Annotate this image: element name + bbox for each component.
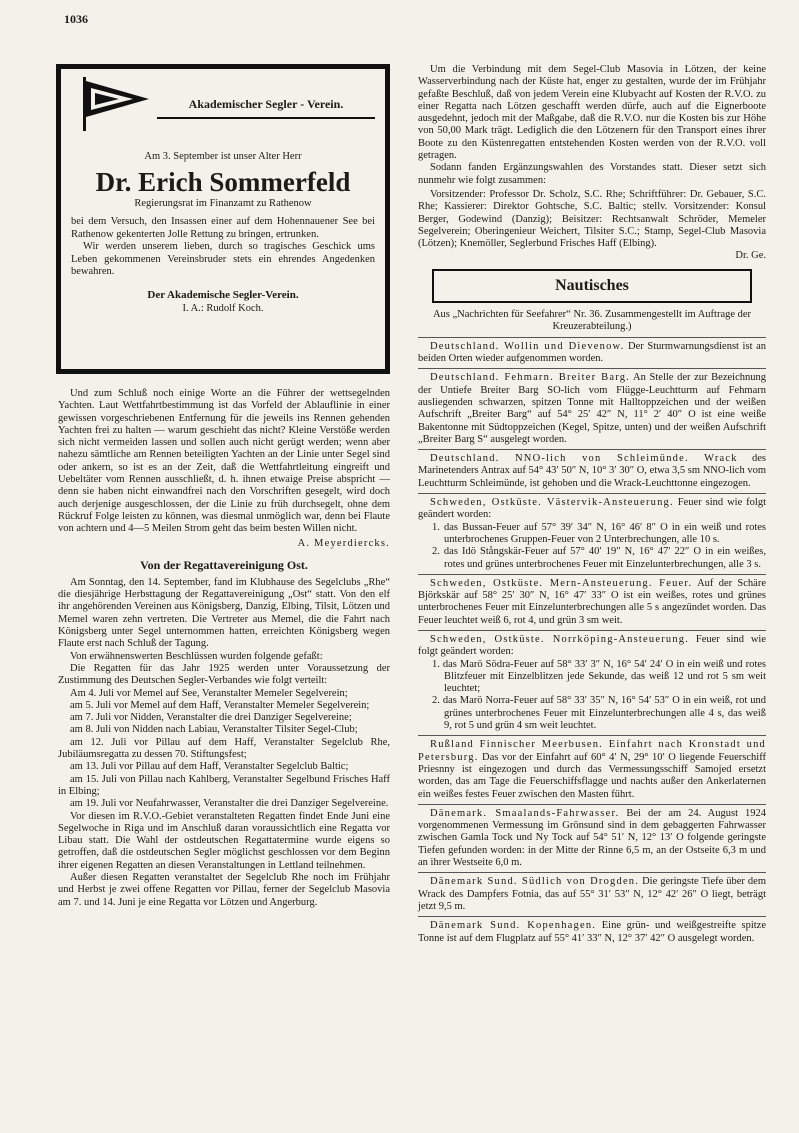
right-column	[418, 64, 766, 945]
divider	[418, 449, 766, 450]
nautisches-subline: Aus „Nachrichten für Seefahrer“ Nr. 36. Zusammengestellt im Auftrage der Kreuzerabteilung.)	[432, 308, 752, 332]
nautical-entry	[418, 739, 766, 800]
obituary-paragraph: Wir werden unserem lieben, durch so tragisches Geschick ums Leben gekommenen Vereinsbruder stets ein ehrendes Angedenken bewahren.	[71, 241, 375, 277]
obituary-intro: Am 3. September ist unser Alter Herr	[144, 151, 302, 162]
nautical-entry	[418, 453, 766, 490]
entry-text: Das vor der Einfahrt auf 60° 4′ N, 29° 10′ O liegende Feuerschiff Priesnny ist eingezogen und durch das Vermessungsschiff Samojed ersetzt worden, das am Tage die Feuerschiffsflagge und nachts außer den Ankerlaternen ein weißes festes Feuer zwischen den Masten führt.	[418, 751, 766, 800]
entry-text: Auf der Schäre Björkskär auf 58° 25′ 30″ N, 16° 47′ 33″ O ist ein weißes, rotes und grünes unterbrochenes Feuer mit Einzelunterbrechungen alle 5 s angezündet worden. Das Feuer leuchtet weiß 6, rot 4, und grün 3 sm weit.	[418, 577, 766, 626]
entry-text: Der Sturmwarnungsdienst ist an beiden Orten wieder aufgenommen worden.	[418, 340, 766, 365]
regatta-paragraph: Um die Verbindung mit dem Segel-Club Masovia in Lötzen, der keine Wasserverbindung nach der Küste hat, enger zu gestalten, wurde der im Frühjahr gefaßte Beschluß, daß von jedem Verein eine Klubyacht auf Kosten der R.V.O. zu einer Regatta nach Lötzen geschafft werden dürfe, auch auf die Eignerboote ausgedehnt, jedoch mit der Maßgabe, daß die R.V.O. nur die Kosten bis zur Höhe von 50,00 Mark trägt. Lediglich die den Lötzenern für den Transport eines ihrer Boote zu den Küstenregatten entstehenden Kosten werden von der R.V.O. voll getragen.	[418, 64, 766, 162]
entry-text: Eine grün- und weißgestreifte spitze Tonne ist auf dem Flugplatz auf 55° 41′ 33″ N, 12° 37′ 42″ O ausgelegt worden.	[418, 920, 766, 944]
entry-place: Dänemark. Smaalands-Fahrwasser.	[430, 807, 620, 819]
regatta-paragraph: Am Sonntag, den 14. September, fand im Klubhause des Segelclubs „Rhe“ die diesjährige Herbsttagung der Regattavereinigung „Ost“ statt. Von den elf ihr angehörenden Vereinen aus Königsberg, Danzig, Elbing, Tilsit, Lötzen und Memel waren zehn vertreten. Die Vertreter aus Memel, die die Fahrt nach Königsberg unter Segel unternommen hatten, erreichten Königsberg wegen Flaute erst nach Schluß der Tagung.	[58, 576, 390, 650]
obituary-box	[56, 64, 390, 374]
nautisches-heading: Nautisches	[432, 269, 752, 303]
entry-place: Schweden, Ostküste. Mern-Ansteuerung. Feuer.	[430, 577, 693, 589]
regatta-date: am 19. Juli vor Neufahrwasser, Veranstalter die drei Danziger Segelvereine.	[70, 798, 389, 810]
entry-place: Dänemark Sund. Kopenhagen.	[430, 920, 597, 932]
regatta-paragraph: Sodann fanden Ergänzungswahlen des Vorstandes statt. Dieser setzt sich nunmehr wie folgt zusammen:	[418, 162, 766, 186]
club-name: Akademischer Segler - Verein.	[188, 97, 344, 111]
divider	[418, 872, 766, 873]
nautical-entry	[418, 372, 766, 446]
divider	[418, 574, 766, 575]
closing-author: A. Meyerdiercks.	[297, 537, 390, 549]
regatta-paragraph: Die Regatten für das Jahr 1925 werden unter Voraussetzung der Zustimmung des Deutschen Segler-Verbandes wie folgt verteilt:	[58, 662, 390, 687]
regatta-signature: Dr. Ge.	[735, 250, 766, 262]
page-number: 1036	[64, 12, 88, 26]
left-column	[58, 64, 390, 909]
obituary-body	[71, 216, 375, 279]
nautical-entry	[418, 876, 766, 913]
entry-list-item: 1. das Bussan-Feuer auf 57° 39′ 34″ N, 16° 46′ 8″ O in ein weiß und rotes unterbrochenes Gruppen-Feuer von 2 Unterbrechungen, alle 10 s.	[432, 521, 766, 545]
regatta-date: am 12. Juli vor Pillau auf dem Haff, Veranstalter Segelclub Rhe, Jubiläumsregatta zu dessen 70. Stiftungsfest;	[58, 736, 390, 761]
regatta-date: am 8. Juli von Nidden nach Labiau, Veranstalter Tilsiter Segel-Club;	[70, 724, 358, 736]
entry-text: Bei der am 24. August 1924 vorgenommenen Vermessung im Grönsund sind in dem gebaggerten Fahrwasser zwischen Gamla Tock und Ny Tock auf 54° 51′ N, 12° 13′ O folgende geringste Tiefen gefunden worden: in der Mitte der Rinne 6,5 m, an der Ostseite 6,3 m und an ihrer Westseite 6,0 m.	[418, 807, 766, 869]
regatta-paragraph: Außer diesen Regatten veranstaltet der Segelclub Rhe noch im Frühjahr und Herbst je zwei offene Regatten vor Pillau, ferner der Segelclub Masovia am 7. und 14. Juni je eine Regatta vor Lötzen und Angerburg.	[58, 871, 390, 908]
nautical-entry	[418, 808, 766, 869]
entry-place: Deutschland. Fehmarn. Breiter Barg.	[430, 372, 630, 384]
divider	[418, 368, 766, 369]
entry-place: Deutschland. NNO-lich von Schleimünde. Wrack	[430, 453, 738, 465]
regatta-paragraph: Vorsitzender: Professor Dr. Scholz, S.C. Rhe; Schriftführer: Dr. Gebauer, S.C. Rhe; Kassierer: Direktor Gohtsche, S.C. Baltic; stellv. Vorsitzender: Konsul Berger, Godewind (Danzig); Beisitzer: Rechtsanwalt Schröder, Memeler Segelverein; Oberingenieur Weichert, Tilsiter S.C.; Stamp, Segel-Club Masovia (Lötzen); Knemöller, Seglerbund Frisches Haff (Elbing).	[418, 188, 766, 250]
entry-place: Deutschland. Wollin und Dievenow.	[430, 340, 625, 352]
regatta-date: am 5. Juli vor Memel auf dem Haff, Veranstalter Memeler Segelverein;	[70, 699, 370, 711]
regatta-paragraph: Von erwähnenswerten Beschlüssen wurden folgende gefaßt:	[70, 650, 323, 662]
entry-text: des Marinetenders Antrax auf 54° 43′ 50″ N, 10° 3′ 30″ O, etwa 3,5 sm NNO-lich vom Leuchtturm Schleimünde, ist gehoben und die Wrack-Leuchttonne eingezogen.	[418, 453, 767, 489]
entry-text: Feuer sind wie folgt geändert worden:	[418, 497, 766, 521]
entry-place: Dänemark Sund. Südlich von Drogden.	[430, 876, 640, 888]
obituary-signature: Der Akademische Segler-Verein.	[147, 288, 299, 301]
nautical-entry	[418, 341, 766, 366]
regatta-date: am 13. Juli vor Pillau auf dem Haff, Veranstalter Segelclub Baltic;	[70, 761, 349, 773]
entry-text: Feuer sind wie folgt geändert worden:	[418, 633, 766, 658]
divider	[418, 493, 766, 494]
nautical-entry	[418, 634, 766, 659]
entry-text: Die geringste Tiefe über dem Wrack des Dampfers Fotnia, das auf 55° 31′ 53″ N, 12° 42′ 26″ O liegt, beträgt jetzt 9,5 m.	[418, 876, 766, 912]
pennant-flag-icon	[81, 77, 151, 131]
divider	[418, 735, 766, 736]
regatta-date: am 15. Juli von Pillau nach Kahlberg, Veranstalter Segelbund Frisches Haff in Elbing;	[58, 773, 390, 797]
divider	[418, 804, 766, 805]
entry-list-item: 1. das Marö Södra-Feuer auf 58° 33′ 3″ N, 16° 54′ 24′ O in ein weiß und rotes Blitzfeuer mit Einzelblitzen jede Sekunde, das weiß 12 und rot 5 sm weit leuchtet;	[432, 658, 766, 695]
regatta-date: Am 4. Juli vor Memel auf See, Veranstalter Memeler Segelverein;	[70, 687, 348, 699]
obituary-name: Dr. Erich Sommerfeld	[95, 167, 351, 197]
obituary-ia: I. A.: Rudolf Koch.	[182, 302, 264, 314]
divider	[418, 916, 766, 917]
entry-text: An Stelle der zur Bezeichnung der Untiefe Breiter Barg SO-lich vom Flügge-Leuchtturm auf Fehmarn ausliegenden schwarzen, spitzen Tonne mit Halltoppzeichen und der weißen Aufschrift „Breiter Barg“ auf 54° 25′ 42″ N, 11° 2′ 40″ O ist eine weiße Bakentonne mit Südtoppzeichen (Kegel, Spitze, unten) und der weißen Aufschrift „Breiter Barg S“ ausgelegt worden.	[418, 372, 766, 445]
regatta-heading: Von der Regattavereinigung Ost.	[140, 557, 308, 572]
obituary-paragraph: bei dem Versuch, den Insassen einer auf dem Hohennauener See bei Rathenow gekenterten Jolle Rettung zu bringen, ertrunken.	[71, 216, 375, 240]
entry-place: Schweden, Ostküste. Västervik-Ansteuerung.	[430, 497, 674, 509]
obituary-role: Regierungsrat im Finanzamt zu Rathenow	[134, 198, 312, 209]
obituary-header	[71, 77, 375, 135]
club-name-rule	[157, 117, 375, 119]
nautical-entry	[418, 578, 766, 627]
regatta-paragraph: Vor diesen im R.V.O.-Gebiet veranstalteten Regatten findet Ende Juni eine Segelwoche in Riga und im Anschluß daran voraussichtlich eine Regatta vor Libau statt. Die Wahl der ostdeutschen Regattatermine wurde eigens so getroffen, daß die ostdeutschen Segler möglichst geschlossen vor dem Beginn ihrer eigenen Regatten an diesen Veranstaltungen in Lettland teilnehmen.	[58, 810, 390, 871]
regatta-date: am 7. Juli vor Nidden, Veranstalter die drei Danziger Segelvereine;	[70, 712, 352, 724]
divider	[418, 630, 766, 631]
divider	[418, 337, 766, 338]
entry-list-item: 2. das Marö Norra-Feuer auf 58° 33′ 35″ N, 16° 54′ 53″ O in ein weiß, rot und grünes unterbrochenes Feuer mit Einzelunterbrechungen alle 4 s, das weiß 9, rot 5 und grün 4 sm weit leuchtet.	[432, 695, 766, 732]
entry-list-item: 2. das Idö Stångskär-Feuer auf 57° 40′ 19″ N, 16° 47′ 22″ O in ein weißes, rotes und grünes unterbrochenes Feuer mit Einzelunterbrechungen, alle 3 s.	[432, 546, 766, 570]
entry-place: Rußland Finnischer Meerbusen. Einfahrt nach Kronstadt und Petersburg.	[418, 739, 766, 763]
nautical-entry	[418, 497, 766, 522]
nautical-entry	[418, 920, 766, 945]
entry-place: Schweden, Ostküste. Norrköping-Ansteuerung.	[430, 633, 690, 645]
closing-paragraph: Und zum Schluß noch einige Worte an die Führer der wettsegelnden Yachten. Laut Wettfahrtbestimmung ist das Vorfeld der Ablauflinie in einer gewissen vorgeschriebenen Entfernung für die jeweils ins Rennen gehenden Yachten frei zu halten — warum geschieht das nicht? Kleine Verstöße werden sich nicht vermeiden lassen und sollen auch nicht gerügt werden; wenn aber nahezu sämtliche am Rennen beteiligten Yachten an der Linie unter Segel sind oder ankern, so ist es an der Zeit, daß die Wettfahrtleitung eingreift und Uebeltäter vom Rennen ausschließt, d. h. ihnen etwaige Preise abspricht — denn sie haben nicht einwandfrei nach den Vorschriften gesegelt, wird doch auch derjenige ausgeschlossen, der die Linie zu früh durchsegelt, ohne dem Rückruf Folge leisten zu können, was diesmal unmöglich war, denn bei Flaute von achtern und 4—5 Meilen Strom geht das beim besten Willen nicht.	[58, 388, 390, 535]
